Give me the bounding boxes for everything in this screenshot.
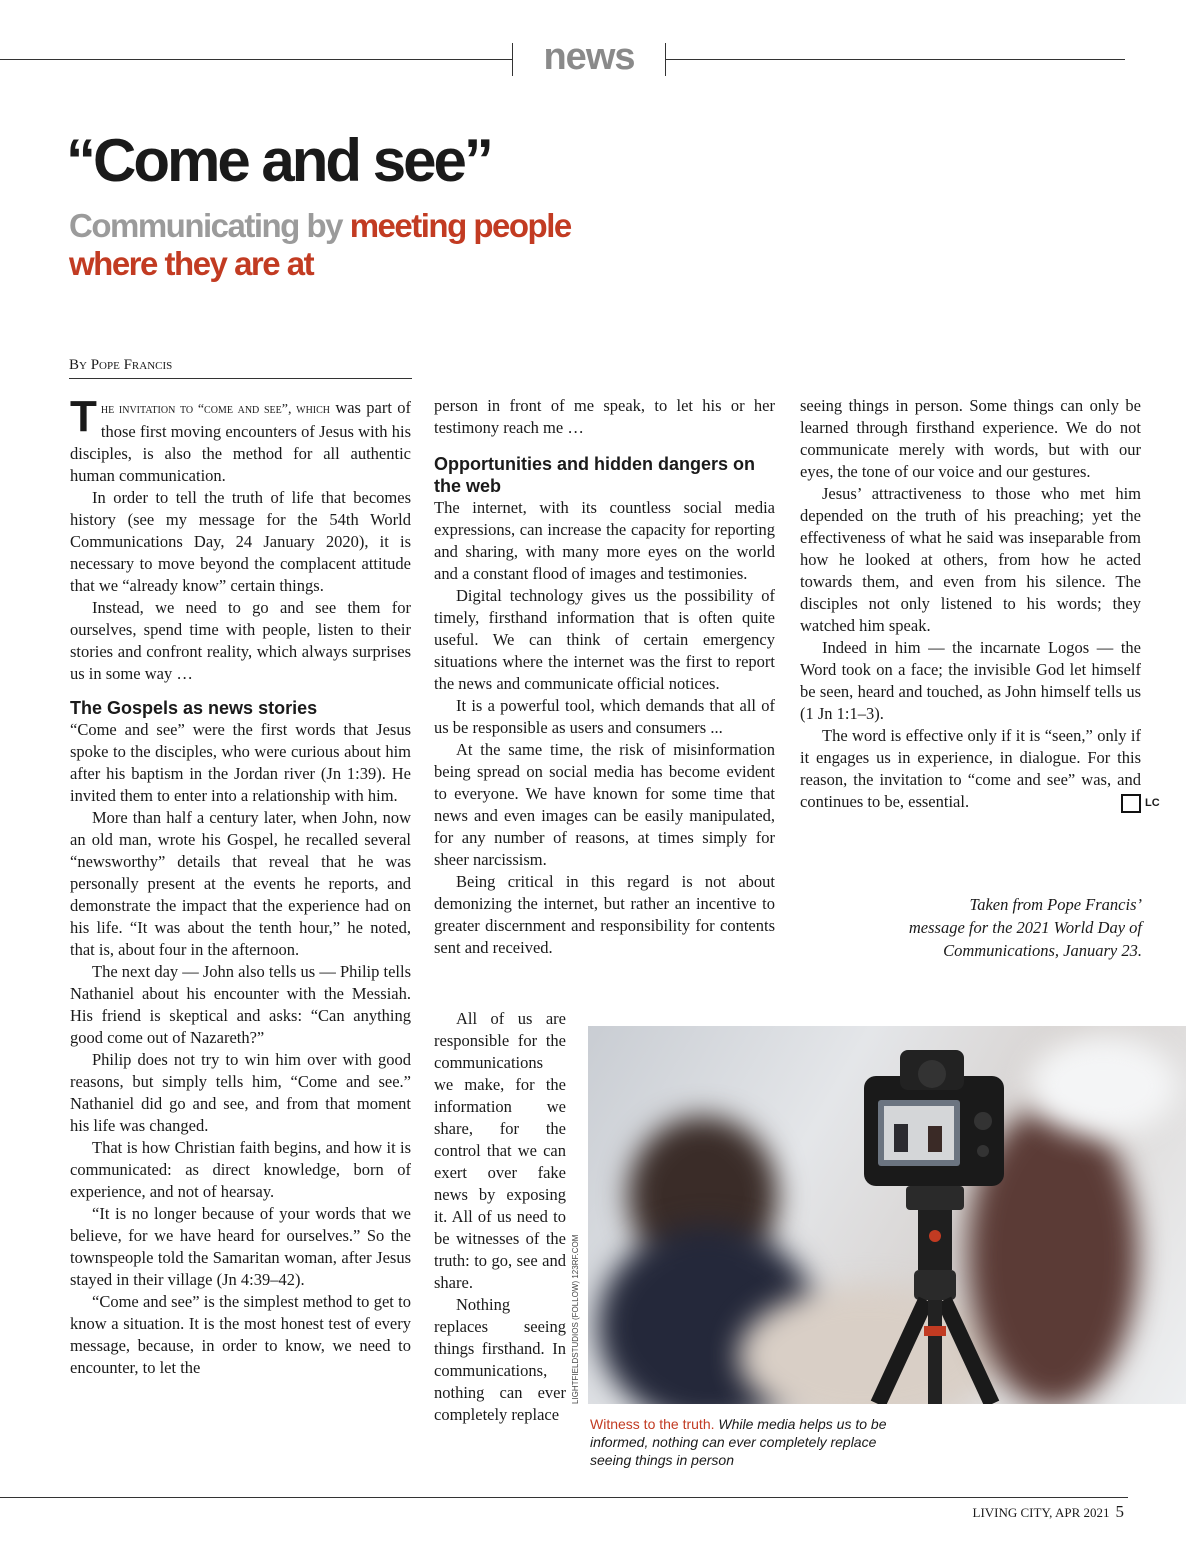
subhead	[69, 207, 589, 283]
lc-end-mark-icon: LC	[1121, 794, 1141, 813]
camera-on-tripod-icon	[588, 1026, 1186, 1404]
paragraph: Digital technology gives us the possibility of timely, firsthand information that is often quite useful. We can think of certain emergency situations where the internet was the first to report the news and communicate official notices.	[434, 586, 775, 693]
footer-rule	[0, 1497, 1128, 1498]
source-note	[800, 893, 1142, 962]
headline: “Come and see”	[66, 127, 491, 194]
paragraph: It is a powerful tool, which demands that all of us be responsible as users and consumers ...	[434, 696, 775, 737]
header-tick-left	[512, 43, 513, 76]
paragraph: “Come and see” is the simplest method to get to know a situation. It is the most honest test of every message, because, in order to know, we need to encounter, to let the	[70, 1292, 411, 1377]
paragraph: Jesus’ attractiveness to those who met him depended on the truth of his preaching; yet the effectiveness of what he said was inseparable from how he looked at others, from how he acted towards them, and even from his silence. The disciples not only listened to his words; they watched him speak.	[800, 484, 1141, 635]
byline	[69, 357, 412, 379]
paragraph: More than half a century later, when John, now an old man, wrote his Gospel, he recalled several “newsworthy” details that reveal that he was personally present at the events he reports, and demonstrate the impact that the experience had on his life. “It was about the tenth hour,” he noted, that is, about four in the afternoon.	[70, 808, 411, 959]
drop-cap: T	[70, 392, 97, 441]
source-line: Taken from Pope Francis’	[969, 895, 1142, 914]
paragraph: That is how Christian faith begins, and how it is communicated: as direct knowledge, born of experience, and not of hearsay.	[70, 1138, 411, 1201]
paragraph-text: The word is effective only if it is “seen,” only if it engages us in experience, in dialogue. For this reason, the invitation to “come and see” was, and continues to be, essential.	[800, 726, 1141, 811]
paragraph: The next day — John also tells us — Philip tells Nathaniel about his encounter with the Messiah. His friend is skeptical and asks: “Can anything good come out of Nazareth?”	[70, 962, 411, 1047]
header-rule-right	[665, 59, 1125, 60]
paragraph	[800, 725, 1160, 813]
header-rule-left	[0, 59, 512, 60]
subhead-part1: Communicating by	[69, 207, 343, 244]
photo-credit: LIGHTFIELDSTUDIOS (FOLLOW) 123RF.COM	[571, 1234, 580, 1404]
paragraph: Indeed in him — the incarnate Logos — the Word took on a face; the invisible God let himself be seen, heard and touched, as John himself tells us (1 Jn 1:1–3).	[800, 638, 1141, 723]
subheading: Opportunities and hidden dangers on the web	[434, 454, 756, 496]
byline-author: Pope Francis	[90, 357, 173, 373]
subheading: The Gospels as news stories	[70, 698, 318, 718]
byline-prefix: By	[69, 357, 87, 373]
subhead-part2: meeting people where they are at	[69, 207, 571, 282]
paragraph: seeing things in person. Some things can only be learned through firsthand experience. We do not communicate merely with words, but with our eyes, the tone of our voice and our gestures.	[800, 396, 1141, 481]
paragraph: Instead, we need to go and see them for ourselves, spend time with people, listen to their stories and confront reality, which always surprises us in some way …	[70, 598, 411, 683]
caption-title: Witness to the truth.	[590, 1416, 715, 1432]
paragraph: At the same time, the risk of misinformation being spread on social media has become evident to everyone. We have known for some time that news and even images can be easily manipulated, for any number of reasons, at times simply for sheer narcissism.	[434, 740, 775, 869]
paragraph-text: was part of those first moving encounters of Jesus with his disciples, is also the method for all authentic human communication.	[70, 398, 411, 485]
column-2	[434, 395, 775, 959]
publication-name: LIVING CITY, APR 2021	[972, 1505, 1110, 1520]
paragraph: person in front of me speak, to let his or her testimony reach me …	[434, 396, 775, 437]
lead-in: he invitation to “come and see”, which	[100, 402, 331, 417]
paragraph: All of us are responsible for the communications we make, for the information we share, for the control that we can exert over fake news by exposing it. All of us need to be witnesses of the truth: to go, see and share.	[434, 1009, 566, 1292]
source-line: Communications, January 23.	[943, 941, 1142, 960]
paragraph: Philip does not try to win him over with good reasons, but simply tells him, “Come and see.” Nathaniel did go and see, and from that moment his life was changed.	[70, 1050, 411, 1135]
footer	[973, 1502, 1125, 1522]
photo-caption	[590, 1415, 910, 1469]
column-1	[70, 392, 411, 1379]
section-label: news	[543, 36, 635, 78]
column-3	[800, 395, 1160, 813]
paragraph: Nothing replaces seeing things firsthand. In communications, nothing can ever completely replace	[434, 1295, 566, 1424]
article-photo	[588, 1026, 1186, 1404]
page-number: 5	[1115, 1502, 1124, 1521]
paragraph: The internet, with its countless social media expressions, can increase the capacity for reporting and sharing, with many more eyes on the world and a constant flood of images and testimonies.	[434, 498, 775, 583]
paragraph: “Come and see” were the first words that Jesus spoke to the disciples, who were curious about him after his baptism in the Jordan river (Jn 1:39). He invited them to enter into a relationship with him.	[70, 720, 411, 805]
source-line: message for the 2021 World Day of	[908, 918, 1142, 937]
caption-body: While media helps us to be informed, nothing can ever completely replace seeing things in person	[590, 1416, 887, 1468]
paragraph: In order to tell the truth of life that becomes history (see my message for the 54th World Communications Day, 24 January 2020), it is necessary to move beyond the complacent attitude that we “already know” certain things.	[70, 488, 411, 595]
paragraph: “It is no longer because of your words that we believe, for we have heard for ourselves.” So the townspeople told the Samaritan woman, after Jesus stayed in their village (Jn 4:39–42).	[70, 1204, 411, 1289]
paragraph	[70, 392, 411, 487]
column-2-narrow	[434, 1008, 566, 1426]
paragraph: Being critical in this regard is not about demonizing the internet, but rather an incentive to greater discernment and responsibility for contents sent and received.	[434, 872, 775, 957]
